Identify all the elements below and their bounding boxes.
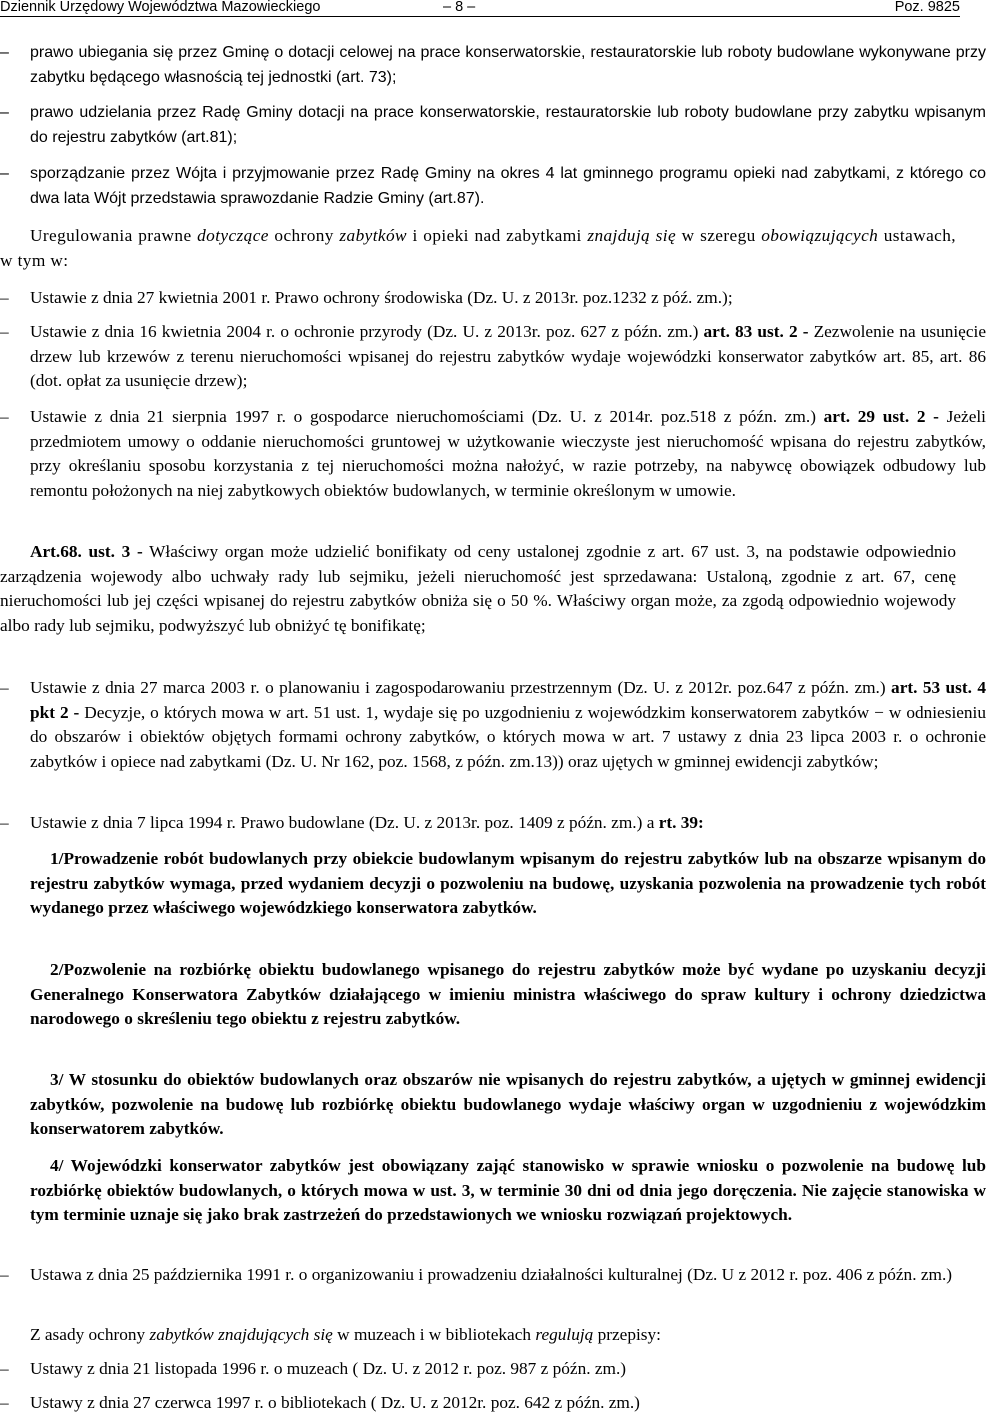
list-item-text: prawo udzielania przez Radę Gminy dotacji na prace konserwatorskie, restauratorskie lub roboty budowlane przy zabytku wpisanym do rejestru zabytków (art.81); (30, 104, 986, 146)
dash-marker: – (0, 288, 9, 307)
dash-marker: – (0, 322, 9, 341)
law-item: – Ustawie z dnia 27 marca 2003 r. o planowaniu i zagospodarowaniu przestrzennym (Dz. U. z 2012r. poz.647 z późn. zm.) art. 53 ust. 4 pkt 2 - Decyzje, o których mowa w art. 51 ust. 1, wydaje się po uzgodnieniu z wojewódzkim konserwatorem zabytków − w odniesieniu do obszarów i obiektów objętych formami ochrony zabytków, o których mowa w art. 7 ustawy z dnia 23 lipca 2003 r. o ochronie zabytków i opiece nad zabytkami (Dz. U. Nr 162, poz. 1568, z późn. zm.13)) oraz ujętych w gminnej ewidencji zabytków; (0, 678, 986, 771)
law-item (0, 1391, 986, 1416)
dash-marker: – (0, 1265, 9, 1284)
dash-marker: – (0, 407, 9, 426)
intro-paragraph: Uregulowania prawne dotyczące ochrony zabytków i opieki nad zabytkami znajdują się w szeregu obowiązujących ustawach, w tym w: (0, 226, 956, 270)
law-item (0, 286, 986, 311)
law-item: – Ustawie z dnia 21 sierpnia 1997 r. o gospodarce nieruchomościami (Dz. U. z 2014r. poz.518 z późn. zm.) art. 29 ust. 2 - Jeżeli przedmiotem umowy o oddanie nieruchomości gruntowej w użytkowanie wieczyste jest nieruchomość wpisana do rejestru zabytków, przy określaniu sposobu korzystania z tej nieruchomości można nałożyć, w razie potrzeby, na nabywcę obowiązek odbudowy lub remontu położonych na niej zabytkowych obiektów budowlanych, w terminie określonym w umowie. (0, 407, 986, 500)
position-number: Poz. 9825 (894, 0, 960, 15)
page-number: – 8 – (443, 0, 476, 15)
law-item (0, 1357, 986, 1382)
list-item-text: prawo ubiegania się przez Gminę o dotacji celowej na prace konserwatorskie, restauratorskie lub roboty budowlane wykonywane przy zabytku będącego własnością tej jednostki (art. 73); (30, 44, 986, 86)
dash-marker: – (0, 104, 9, 121)
list-item (0, 162, 986, 211)
law-text: Ustawy z dnia 21 listopada 1996 r. o muzeach ( Dz. U. z 2012 r. poz. 987 z późn. zm.) (30, 1359, 627, 1378)
law-item: – Ustawie z dnia 7 lipca 1994 r. Prawo budowlane (Dz. U. z 2013r. poz. 1409 z późn. zm.) a rt. 39: (0, 811, 986, 836)
article-68-paragraph: Art.68. ust. 3 - Właściwy organ może udzielić bonifikaty od ceny ustalonej zgodnie z art. 67 ust. 3, na podstawie odpowiednio zarządzenia wojewody albo uchwały rady lub sejmiku, jeżeli nieruchomość jest sprzedawana: Ustaloną, zgodnie z art. 67, cenę nieruchomości lub jej części wpisanej do rejestru zabytków obniża się o 50 %. Właściwy organ może, za zgodą odpowiednio wojewody albo rady lub sejmiku, podwyższyć lub obniżyć tę bonifikatę; (0, 542, 956, 635)
construction-law-point-2: 2/Pozwolenie na rozbiórkę obiektu budowlanego wpisanego do rejestru zabytków może być wydane po uzyskaniu decyzji Generalnego Konserwatora Zabytków działającego w imieniu ministra właściwego do spraw kultury i ochrony dziedzictwa narodowego o skreśleniu tego obiektu z rejestru zabytków. (30, 960, 986, 1029)
construction-law-point-1: 1/Prowadzenie robót budowlanych przy obiekcie budowlanym wpisanym do rejestru zabytków lub na obszarze wpisanym do rejestru zabytków wymaga, przed wydaniem decyzji o pozwoleniu na budowę, uzyskania pozwolenia na prowadzenie tych robót wydanego przez właściwego wojewódzkiego konserwatora zabytków. (30, 849, 986, 918)
list-item (0, 101, 986, 150)
dash-marker: – (0, 1359, 9, 1378)
outro-paragraph: Z asady ochrony zabytków znajdujących się w muzeach i w bibliotekach regulują przepisy: (30, 1325, 661, 1344)
journal-title: Dziennik Urzędowy Województwa Mazowieckiego (0, 0, 321, 15)
dash-marker: – (0, 678, 9, 697)
law-text: Ustawy z dnia 27 czerwca 1997 r. o bibliotekach ( Dz. U. z 2012r. poz. 642 z późn. zm.) (30, 1393, 640, 1412)
page-header (0, 0, 960, 17)
list-item-text: sporządzanie przez Wójta i przyjmowanie przez Radę Gminy na okres 4 lat gminnego programu opieki nad zabytkami, z którego co dwa lata Wójt przedstawia sprawozdanie Radzie Gminy (art.87). (30, 165, 986, 207)
construction-law-point-4: 4/ Wojewódzki konserwator zabytków jest obowiązany zająć stanowisko w sprawie wniosku o pozwolenie na budowę lub rozbiórkę obiektów budowlanych, o których mowa w ust. 3, w terminie 30 dni od dnia jego doręczenia. Nie zajęcie stanowiska w tym terminie uznaje się jako brak zastrzeżeń do przedstawionych we wniosku rozwiązań projektowych. (30, 1156, 986, 1225)
dash-marker: – (0, 165, 9, 182)
law-text: Ustawie z dnia 27 kwietnia 2001 r. Prawo ochrony środowiska (Dz. U. z 2013r. poz.1232 z póź. zm.); (30, 288, 733, 307)
law-item: – Ustawie z dnia 16 kwietnia 2004 r. o ochronie przyrody (Dz. U. z 2013r. poz. 627 z późn. zm.) art. 83 ust. 2 - Zezwolenie na usunięcie drzew lub krzewów z terenu nieruchomości wpisanej do rejestru zabytków wydaje wojewódzki konserwator zabytków art. 85, art. 86 (dot. opłat za usunięcie drzew); (0, 322, 986, 391)
law-item (0, 1263, 986, 1288)
law-text: Ustawa z dnia 25 października 1991 r. o organizowaniu i prowadzeniu działalności kulturalnej (Dz. U z 2012 r. poz. 406 z późn. zm.) (30, 1265, 953, 1284)
dash-marker: – (0, 813, 9, 832)
dash-marker: – (0, 44, 9, 61)
list-item (0, 41, 986, 90)
construction-law-point-3: 3/ W stosunku do obiektów budowlanych oraz obszarów nie wpisanych do rejestru zabytków, a ujętych w gminnej ewidencji zabytków, pozwolenie na budowę lub rozbiórkę obiektu budowlanego wydaje właściwy organ w uzgodnieniu z wojewódzkim konserwatorem zabytków. (30, 1070, 986, 1139)
dash-marker: – (0, 1393, 9, 1412)
